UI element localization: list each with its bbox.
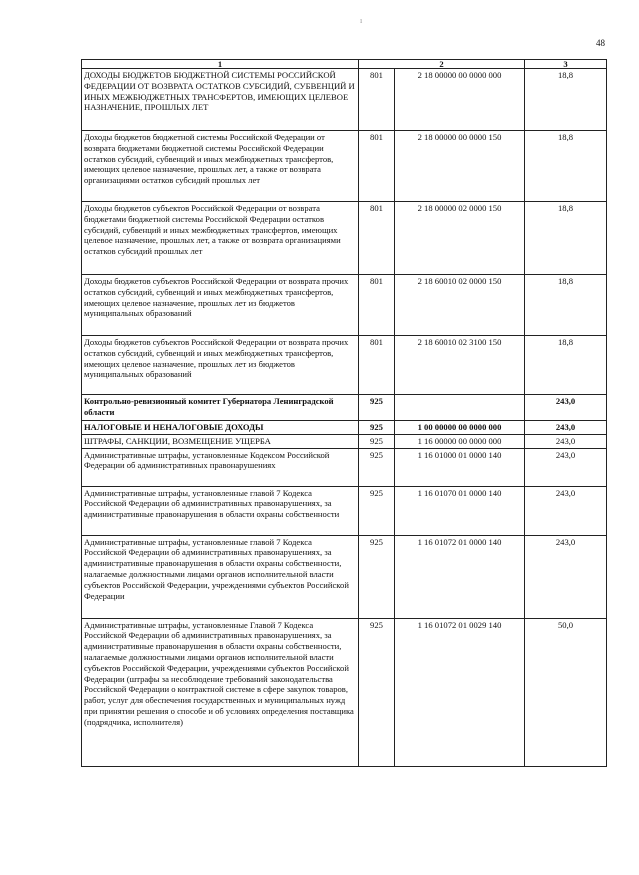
row-description (82, 275, 359, 336)
row-budget-code: 1 00 00000 00 0000 000 (395, 421, 525, 435)
row-description-text: ШТРАФЫ, САНКЦИИ, ВОЗМЕЩЕНИЕ УЩЕРБА (84, 435, 271, 446)
table-row (82, 486, 607, 535)
row-description (82, 131, 359, 202)
row-description-text: НАЛОГОВЫЕ И НЕНАЛОГОВЫЕ ДОХОДЫ (84, 422, 264, 432)
row-budget-code: 1 16 01072 01 0029 140 (395, 618, 525, 766)
row-budget-code: 2 18 60010 02 0000 150 (395, 275, 525, 336)
row-admin-code: 925 (359, 486, 395, 535)
row-description-text: Административные штрафы, установленные Главой 7 Кодекса Российской Федерации об административных правонарушениях, за административные правонарушения в области охраны собственности, налагаемые должностными лицами органов исполнительной власти субъектов Российской Федерации, учреждениями субъектов Российской Федерации (штрафы за несоблюдение требований законодательства Российской Федерации о контрактной системе в сфере закупок товаров, работ, услуг для обеспечения государственных и муниципальных нужд при принятии решения о способе и об условиях определения поставщика (подрядчика, исполнителя) (84, 619, 354, 727)
row-description (82, 336, 359, 395)
table-row (82, 131, 607, 202)
row-admin-code: 925 (359, 434, 395, 448)
row-admin-code: 925 (359, 395, 395, 421)
row-admin-code: 801 (359, 275, 395, 336)
scan-mark: ı (360, 16, 363, 25)
table-row (82, 202, 607, 275)
row-amount: 18,8 (525, 202, 607, 275)
row-budget-code: 2 18 60010 02 3100 150 (395, 336, 525, 395)
row-admin-code: 925 (359, 448, 395, 486)
row-admin-code: 925 (359, 421, 395, 435)
row-description-text: Доходы бюджетов субъектов Российской Федерации от возврата прочих остатков субсидий, субвенций и иных межбюджетных трансфертов, имеющих целевое назначение, прошлых лет из бюджетов муниципальных образований (84, 337, 349, 380)
row-amount: 50,0 (525, 618, 607, 766)
row-admin-code: 801 (359, 202, 395, 275)
row-admin-code: 801 (359, 131, 395, 202)
row-description-text: Доходы бюджетов бюджетной системы Российской Федерации от возврата бюджетами бюджетной системы Российской Федерации остатков субсидий, субвенций и иных межбюджетных трансфертов, имеющих целевое назначение, прошлых лет, а также от возврата организациями остатков субсидий прошлых лет (84, 132, 334, 186)
table-row (82, 448, 607, 486)
row-amount: 243,0 (525, 434, 607, 448)
row-admin-code: 925 (359, 618, 395, 766)
header-col-3: 3 (525, 60, 607, 69)
row-amount: 243,0 (525, 421, 607, 435)
table-row (82, 434, 607, 448)
row-description (82, 421, 359, 435)
row-description-text: Административные штрафы, установленные главой 7 Кодекса Российской Федерации об административных правонарушениях, за административные правонарушения в области охраны собственности, налагаемые должностными лицами органов исполнительной власти субъектов Российской Федерации, учреждениями субъектов Российской Федерации (84, 536, 349, 601)
row-budget-code: 1 16 00000 00 0000 000 (395, 434, 525, 448)
row-description (82, 395, 359, 421)
row-description-text: Доходы бюджетов субъектов Российской Федерации от возврата прочих остатков субсидий, субвенций и иных межбюджетных трансфертов, имеющих целевое назначение, прошлых лет из бюджетов муниципальных образований (84, 276, 349, 319)
table-row (82, 395, 607, 421)
row-description-text: Доходы бюджетов субъектов Российской Федерации от возврата бюджетами бюджетной системы Российской Федерации остатков субсидий, субвенций и иных межбюджетных трансфертов, имеющих целевое назначение, прошлых лет, а также от возврата организациями остатков субсидий прошлых лет (84, 203, 341, 257)
header-col-2: 2 (359, 60, 525, 69)
row-amount: 18,8 (525, 69, 607, 131)
row-description (82, 486, 359, 535)
row-description-text: Контрольно-ревизионный комитет Губернатора Ленинградской области (84, 396, 334, 417)
table-header-row (82, 60, 607, 69)
row-admin-code: 925 (359, 535, 395, 618)
row-description (82, 434, 359, 448)
row-amount: 243,0 (525, 535, 607, 618)
row-budget-code: 1 16 01070 01 0000 140 (395, 486, 525, 535)
row-amount: 243,0 (525, 448, 607, 486)
table-row (82, 275, 607, 336)
row-budget-code: 2 18 00000 00 0000 150 (395, 131, 525, 202)
row-description-text: Административные штрафы, установленные Кодексом Российской Федерации об административных правонарушениях (84, 449, 330, 471)
row-admin-code: 801 (359, 336, 395, 395)
row-description-text: Административные штрафы, установленные главой 7 Кодекса Российской Федерации об административных правонарушениях, за административные правонарушения в области охраны собственности (84, 487, 340, 520)
row-description (82, 202, 359, 275)
row-budget-code: 2 18 00000 00 0000 000 (395, 69, 525, 131)
row-budget-code: 1 16 01072 01 0000 140 (395, 535, 525, 618)
row-description (82, 618, 359, 766)
table-row (82, 535, 607, 618)
table-row (82, 618, 607, 766)
row-description (82, 535, 359, 618)
row-amount: 243,0 (525, 486, 607, 535)
row-amount: 18,8 (525, 131, 607, 202)
header-col-1: 1 (82, 60, 359, 69)
table-row (82, 421, 607, 435)
table-row (82, 69, 607, 131)
page-number: 48 (596, 38, 605, 48)
row-amount: 18,8 (525, 275, 607, 336)
table-row (82, 336, 607, 395)
row-amount: 18,8 (525, 336, 607, 395)
row-description (82, 69, 359, 131)
row-budget-code: 2 18 00000 02 0000 150 (395, 202, 525, 275)
row-budget-code: 1 16 01000 01 0000 140 (395, 448, 525, 486)
row-admin-code: 801 (359, 69, 395, 131)
row-description-text: ДОХОДЫ БЮДЖЕТОВ БЮДЖЕТНОЙ СИСТЕМЫ РОССИЙСКОЙ ФЕДЕРАЦИИ ОТ ВОЗВРАТА ОСТАТКОВ СУБСИДИЙ, СУБВЕНЦИЙ И ИНЫХ МЕЖБЮДЖЕТНЫХ ТРАНСФЕРТОВ, ИМЕЮЩИХ ЦЕЛЕВОЕ НАЗНАЧЕНИЕ, ПРОШЛЫХ ЛЕТ (84, 70, 355, 113)
budget-table (81, 59, 607, 767)
row-amount: 243,0 (525, 395, 607, 421)
row-budget-code (395, 395, 525, 421)
row-description (82, 448, 359, 486)
